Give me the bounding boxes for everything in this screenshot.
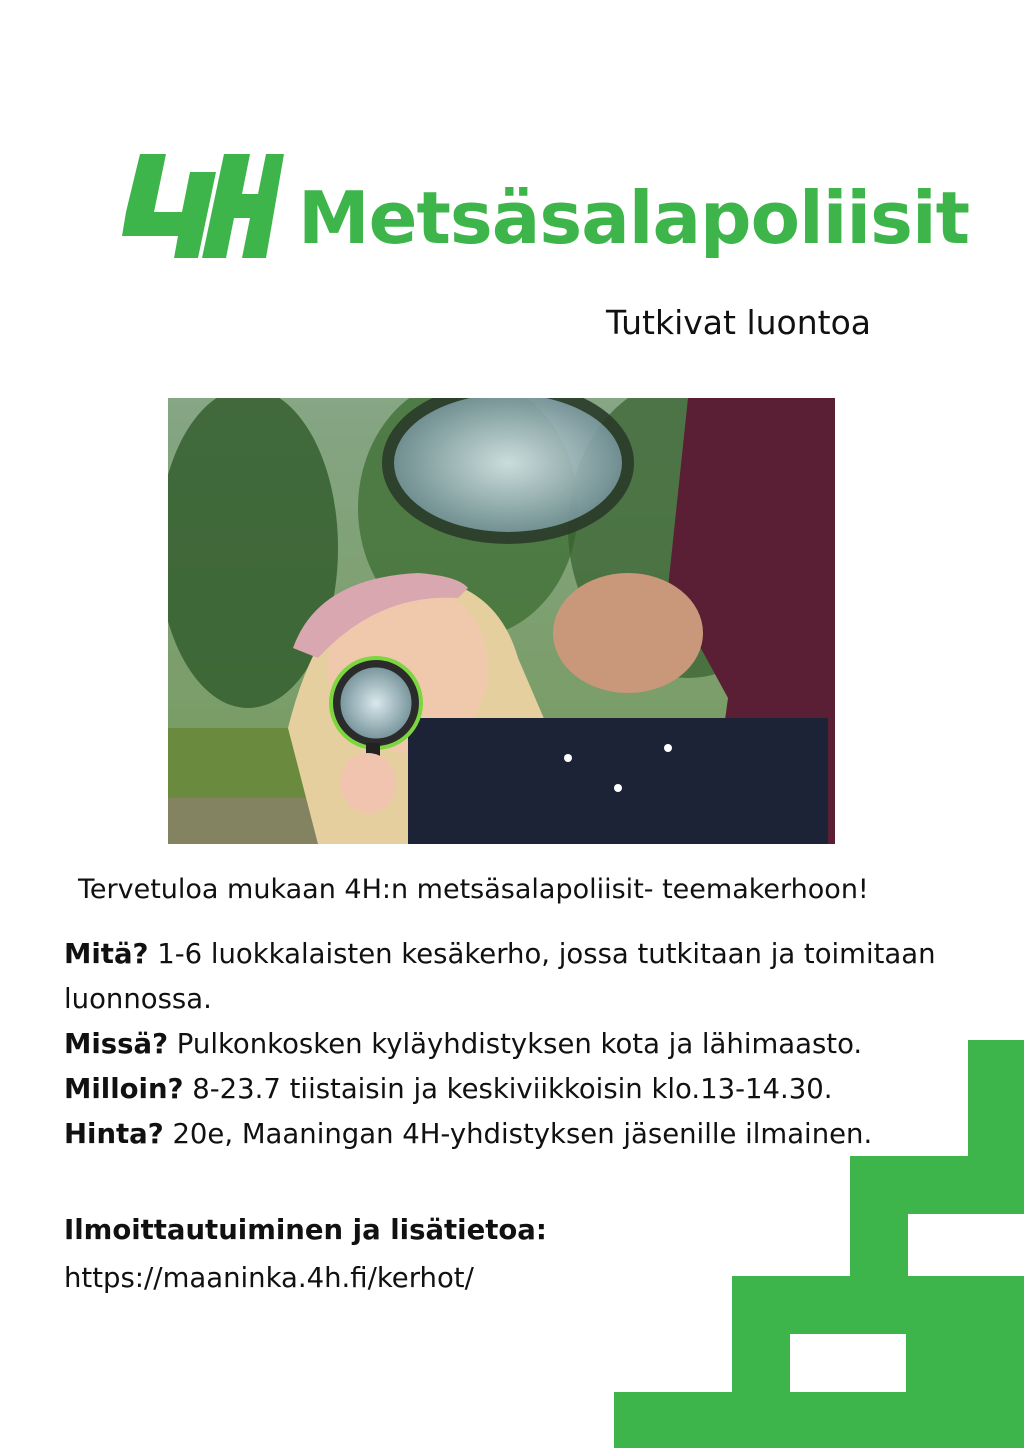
page-title: Metsäsalapoliisit bbox=[298, 176, 970, 260]
subtitle: Tutkivat luontoa bbox=[606, 303, 871, 342]
detail-label: Hinta? bbox=[64, 1118, 164, 1150]
registration-url[interactable]: https://maaninka.4h.fi/kerhot/ bbox=[64, 1262, 474, 1294]
details-section bbox=[64, 932, 984, 1157]
detail-label: Mitä? bbox=[64, 938, 149, 970]
detail-text: luonnossa. bbox=[64, 983, 212, 1015]
intro-text: Tervetuloa mukaan 4H:n metsäsalapoliisit- teemakerhoon! bbox=[78, 874, 869, 905]
detail-text: 8-23.7 tiistaisin ja keskiviikkoisin klo.13-14.30. bbox=[192, 1073, 833, 1105]
detail-text: 1-6 luokkalaisten kesäkerho, jossa tutkitaan ja toimitaan bbox=[157, 938, 936, 970]
registration-heading: Ilmoittautuiminen ja lisätietoa: bbox=[64, 1214, 547, 1246]
registration-section bbox=[64, 1206, 547, 1302]
detail-price bbox=[64, 1112, 984, 1157]
detail-text: Pulkonkosken kyläyhdistyksen kota ja lähimaasto. bbox=[176, 1028, 863, 1060]
detail-what bbox=[64, 932, 984, 977]
detail-what-cont bbox=[64, 977, 984, 1022]
detail-when bbox=[64, 1067, 984, 1112]
detail-where bbox=[64, 1022, 984, 1067]
photo-girl-with-magnifying-glass bbox=[168, 398, 835, 844]
detail-text: 20e, Maaningan 4H-yhdistyksen jäsenille ilmainen. bbox=[172, 1118, 873, 1150]
detail-label: Milloin? bbox=[64, 1073, 184, 1105]
4h-logo bbox=[120, 148, 284, 266]
detail-label: Missä? bbox=[64, 1028, 169, 1060]
